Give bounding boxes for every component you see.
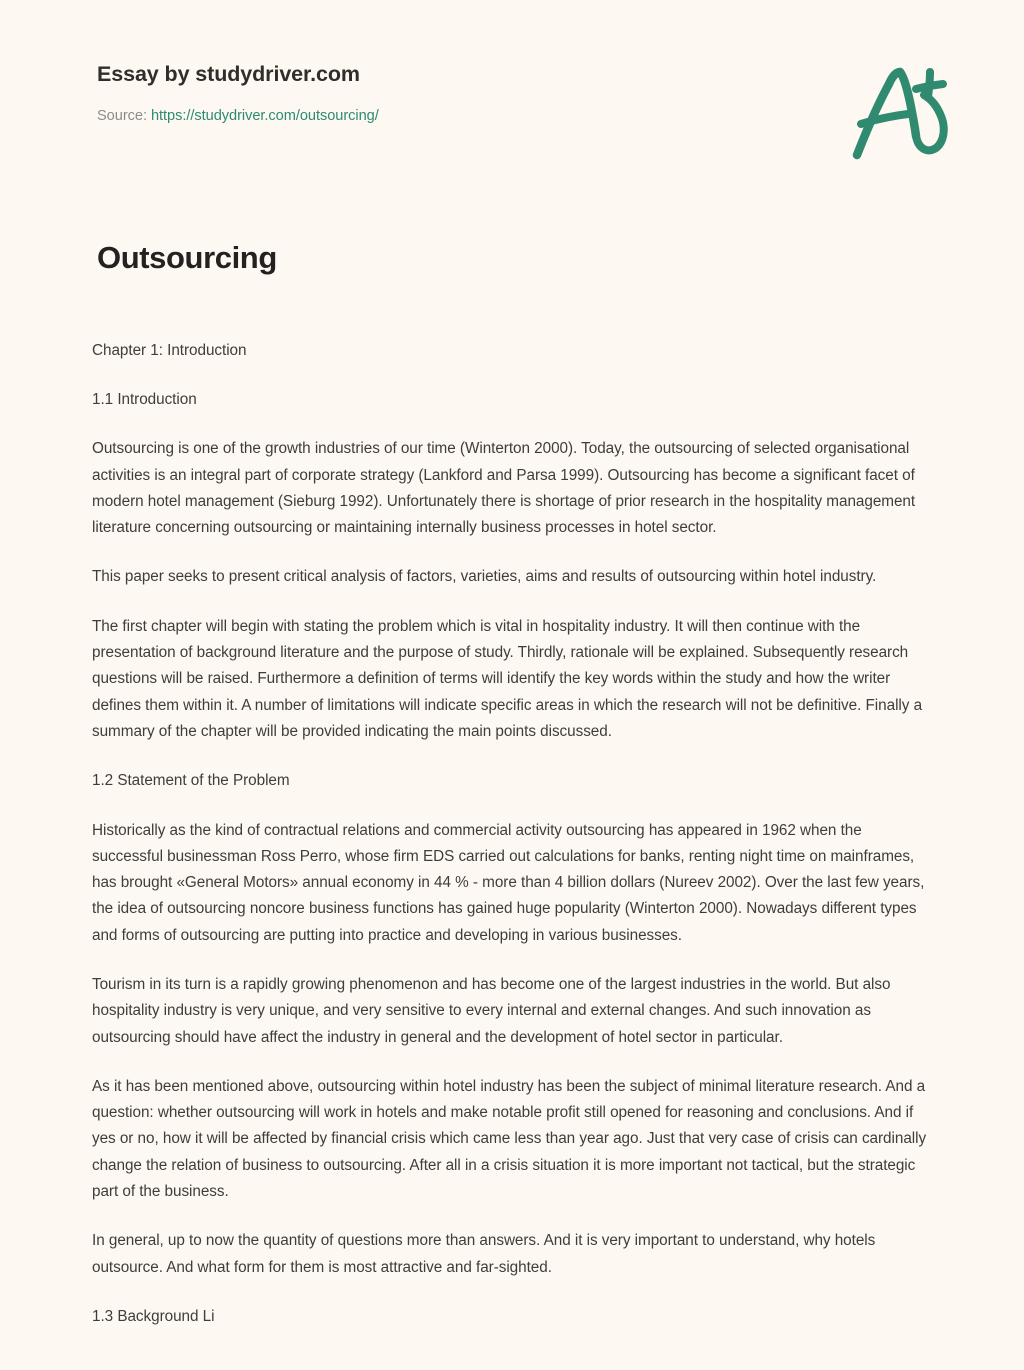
section-heading: 1.3 Background Li: [92, 1307, 215, 1325]
brand-title: Essay by studydriver.com: [97, 62, 360, 86]
body-paragraph: This paper seeks to present critical analysis of factors, varieties, aims and results of outsourcing within hotel industry.: [92, 568, 877, 586]
a-plus-logo-icon: [844, 62, 952, 162]
section-heading: Chapter 1: Introduction: [92, 341, 247, 359]
body-paragraph: The first chapter will begin with stating the problem which is vital in hospitality industry. It will then continue with the presentation of background literature and the purpose of study. Thirdly, rationale will be explained. Subsequently research questions will be raised. Furthermore a definition of terms will identify the key words within the study and how the writer defines them within it. A number of limitations will indicate specific areas in which the research will not be definitive. Finally a summary of the chapter will be provided indicating the main points discussed.: [92, 617, 923, 740]
page-title: Outsourcing: [97, 240, 277, 275]
source-line: [97, 107, 964, 126]
page-header: [0, 0, 1024, 130]
document-body: [0, 276, 1024, 1370]
body-paragraph: In general, up to now the quantity of questions more than answers. And it is very important to understand, why hotels outsource. And what form for them is most attractive and far-sighted.: [92, 1232, 876, 1276]
section-heading: 1.1 Introduction: [92, 390, 197, 408]
source-url-link[interactable]: https://studydriver.com/outsourcing/: [150, 107, 379, 124]
body-paragraph: Historically as the kind of contractual relations and commercial activity outsourcing has appeared in 1962 when the successful businessman Ross Perro, whose firm EDS carried out calculations for banks, renting night time on mainframes, has brought «General Motors» annual economy in 44 % - more than 4 billion dollars (Nureev 2002). Over the last few years, the idea of outsourcing noncore business functions has gained huge popularity (Winterton 2000). Nowadays different types and forms of outsourcing are putting into practice and developing in various businesses.: [92, 821, 925, 944]
section-heading: 1.2 Statement of the Problem: [92, 772, 290, 790]
body-paragraph: As it has been mentioned above, outsourcing within hotel industry has been the subject of minimal literature research. And a question: whether outsourcing will work in hotels and make notable profit still opened for reasoning and conclusions. And if yes or no, how it will be affected by financial crisis which came less than year ago. Just that very case of crisis can cardinally change the relation of business to outsourcing. After all in a crisis situation it is more important not tactical, but the strategic part of the business.: [92, 1077, 927, 1201]
body-paragraph: Tourism in its turn is a rapidly growing phenomenon and has become one of the largest industries in the world. But also hospitality industry is very unique, and very sensitive to every internal and external changes. And such innovation as outsourcing should have affect the industry in general and the development of hotel sector in particular.: [92, 975, 891, 1046]
body-paragraph: Outsourcing is one of the growth industries of our time (Winterton 2000). Today, the outsourcing of selected organisational activities is an integral part of corporate strategy (Lankford and Parsa 1999). Outsourcing has become a significant facet of modern hotel management (Sieburg 1992). Unfortunately there is shortage of prior research in the hospitality management literature concerning outsourcing or maintaining internally business processes in hotel sector.: [92, 440, 916, 537]
source-label: Source:: [97, 107, 147, 124]
